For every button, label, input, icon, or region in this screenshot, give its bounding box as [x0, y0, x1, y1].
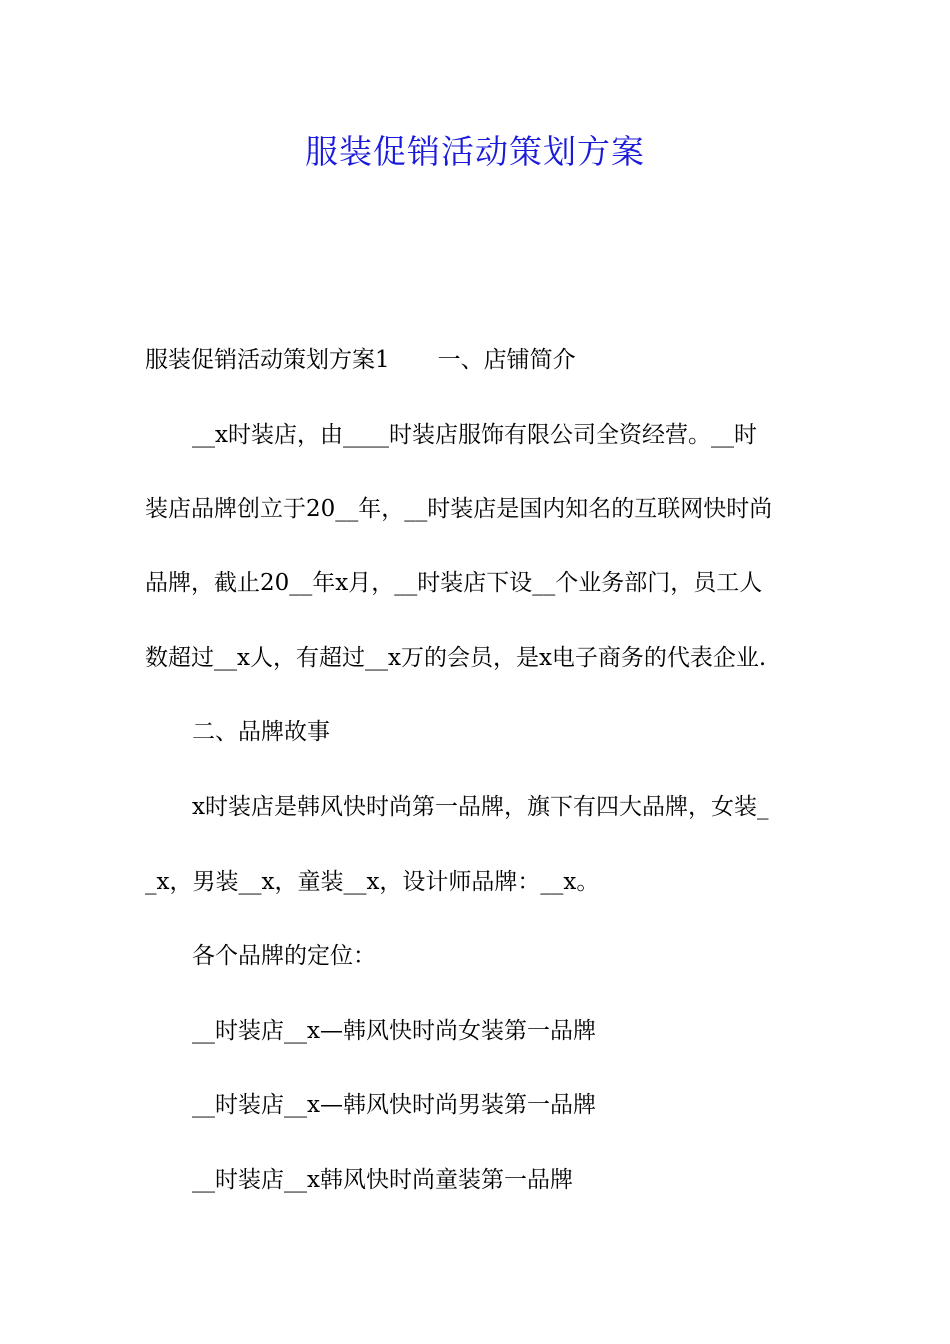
paragraph-line: 装店品牌创立于20__年，__时装店是国内知名的互联网快时尚	[145, 496, 773, 522]
paragraph-line: 数超过__x人，有超过__x万的会员，是x电子商务的代表企业.	[145, 645, 767, 671]
document-title: 服装促销活动策划方案	[305, 132, 645, 171]
paragraph-line: x时装店是韩风快时尚第一品牌，旗下有四大品牌，女装_	[192, 794, 769, 820]
list-item: __时装店__x—韩风快时尚女装第一品牌	[192, 1018, 596, 1044]
list-item: __时装店__x韩风快时尚童装第一品牌	[192, 1167, 573, 1193]
section-heading-line	[145, 344, 576, 376]
plan-subtitle: 服装促销活动策划方案1	[145, 347, 390, 373]
paragraph-line: 各个品牌的定位：	[192, 943, 376, 969]
list-item: __时装店__x—韩风快时尚男装第一品牌	[192, 1092, 596, 1118]
section-heading-brand-story: 二、品牌故事	[192, 719, 330, 745]
paragraph-line: 品牌，截止20__年x月，__时装店下设__个业务部门，员工人	[145, 570, 763, 596]
paragraph-line: __x时装店，由____时装店服饰有限公司全资经营。__时	[192, 422, 757, 448]
section-heading-store-intro: 一、店铺简介	[437, 347, 576, 373]
paragraph-line: _x，男装__x，童装__x，设计师品牌：__x。	[145, 869, 600, 895]
